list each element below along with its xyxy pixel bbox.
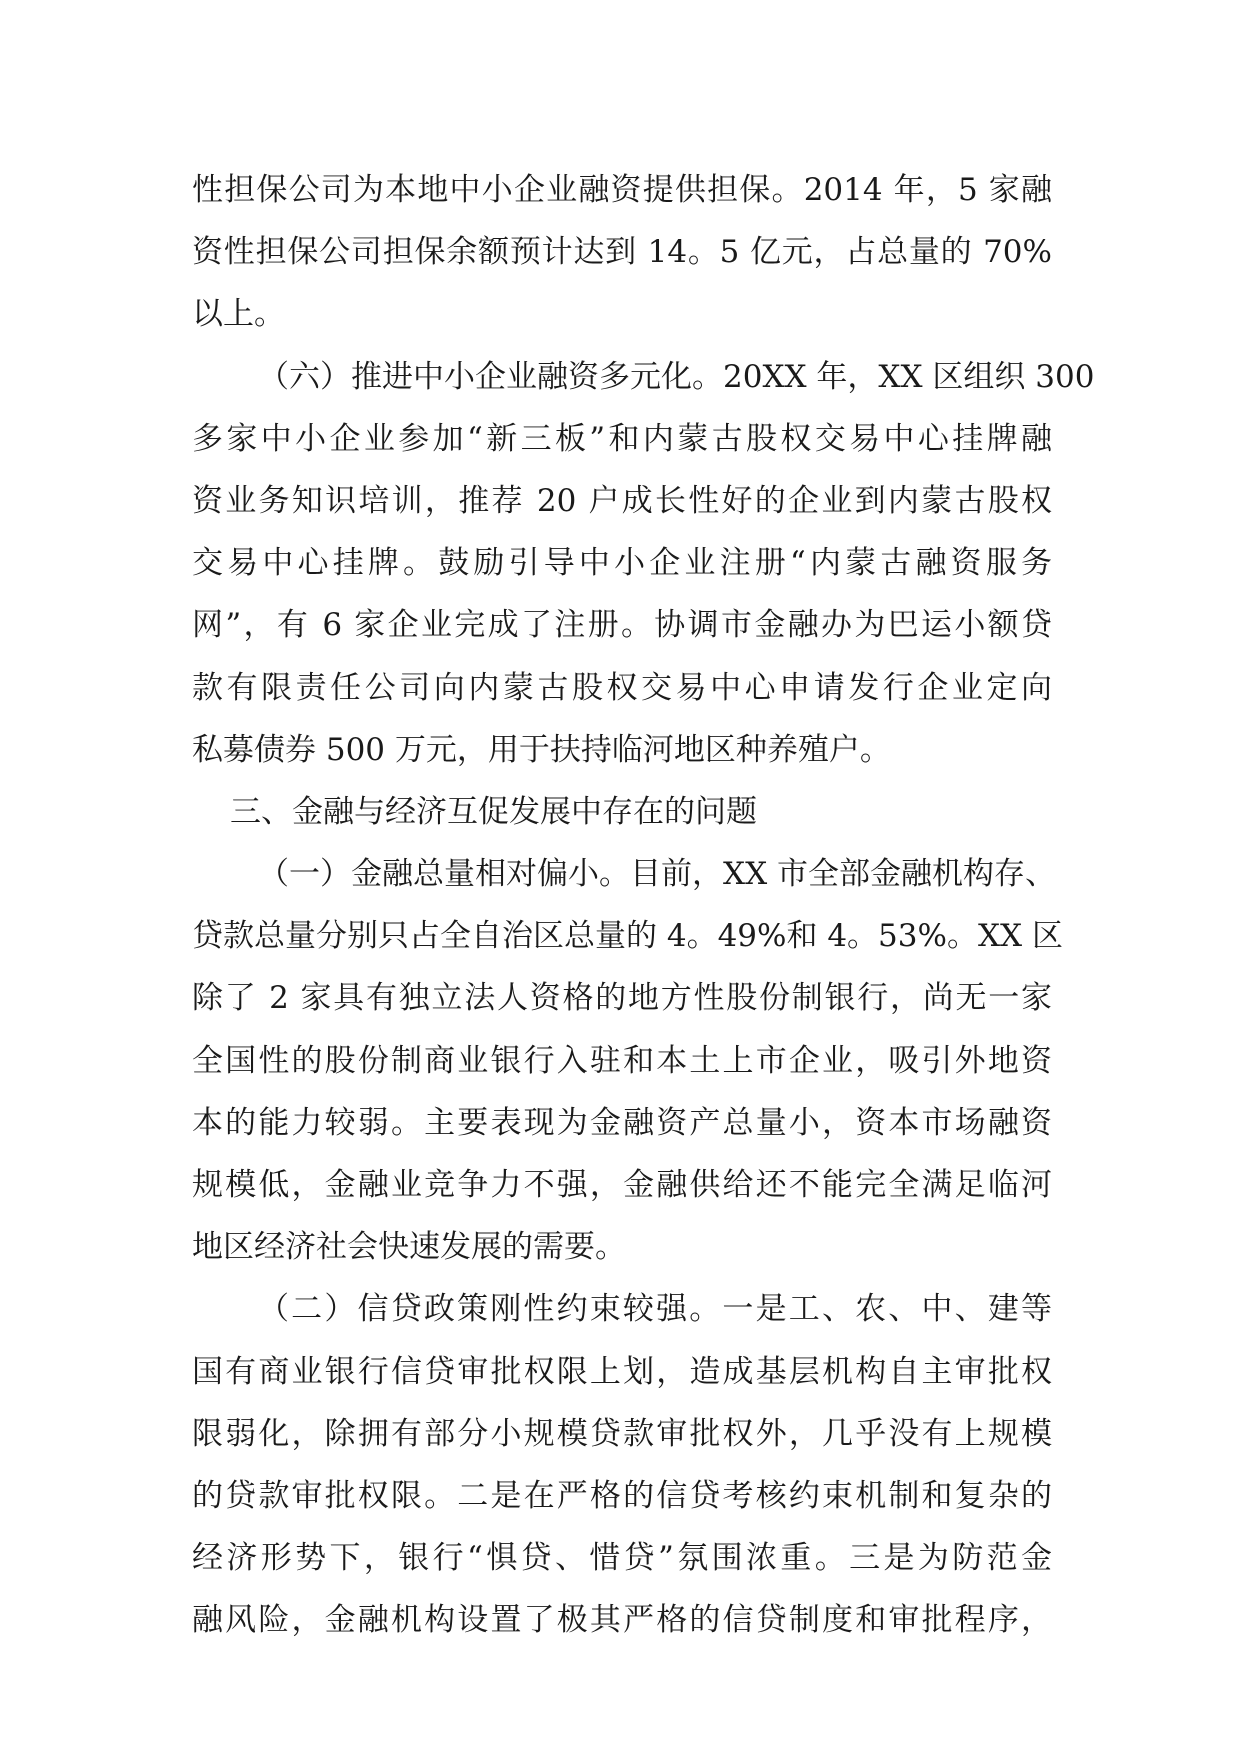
text-line: （六）推进中小企业融资多元化。20XX 年，XX 区组织 300 (258, 358, 1095, 395)
text-line: 资性担保公司担保余额预计达到 14。5 亿元，占总量的 70% (192, 234, 1052, 271)
text-line: 款有限责任公司向内蒙古股权交易中心申请发行企业定向 (192, 669, 1052, 706)
text-line: 贷款总量分别只占全自治区总量的 4。49%和 4。53%。XX 区 (192, 918, 1063, 955)
text-line: 以上。 (192, 296, 285, 333)
text-line: 私募债券 500 万元，用于扶持临河地区种养殖户。 (192, 731, 891, 768)
text-line: 经济形势下，银行“惧贷、惜贷”氛围浓重。三是为防范金 (192, 1540, 1052, 1577)
text-line: 全国性的股份制商业银行入驻和本土上市企业，吸引外地资 (192, 1042, 1052, 1079)
body-text (192, 159, 1095, 1652)
text-line: 地区经济社会快速发展的需要。 (192, 1229, 626, 1266)
text-line: 限弱化，除拥有部分小规模贷款审批权外，几乎没有上规模 (192, 1415, 1052, 1452)
text-line: 本的能力较弱。主要表现为金融资产总量小，资本市场融资 (192, 1104, 1052, 1141)
text-line: （一）金融总量相对偏小。目前，XX 市全部金融机构存、 (258, 856, 1056, 893)
text-line: 性担保公司为本地中小企业融资提供担保。2014 年，5 家融 (192, 172, 1052, 208)
text-line: 网”，有 6 家企业完成了注册。协调市金融办为巴运小额贷 (192, 607, 1052, 644)
text-line: 规模低，金融业竞争力不强，金融供给还不能完全满足临河 (192, 1167, 1052, 1203)
text-line: 除了 2 家具有独立法人资格的地方性股份制银行，尚无一家 (192, 980, 1052, 1017)
text-line: 交易中心挂牌。鼓励引导中小企业注册“内蒙古融资服务 (192, 545, 1052, 582)
text-line: 多家中小企业参加“新三板”和内蒙古股权交易中心挂牌融 (192, 420, 1052, 457)
text-line: 资业务知识培训，推荐 20 户成长性好的企业到内蒙古股权 (192, 482, 1052, 519)
text-line: 三、金融与经济互促发展中存在的问题 (230, 793, 757, 830)
text-line: 的贷款审批权限。二是在严格的信贷考核约束机制和复杂的 (192, 1477, 1052, 1514)
text-line: （二）信贷政策刚性约束较强。一是工、农、中、建等 (258, 1291, 1052, 1328)
text-line: 融风险，金融机构设置了极其严格的信贷制度和审批程序， (192, 1602, 1052, 1639)
text-line: 国有商业银行信贷审批权限上划，造成基层机构自主审批权 (192, 1353, 1052, 1390)
